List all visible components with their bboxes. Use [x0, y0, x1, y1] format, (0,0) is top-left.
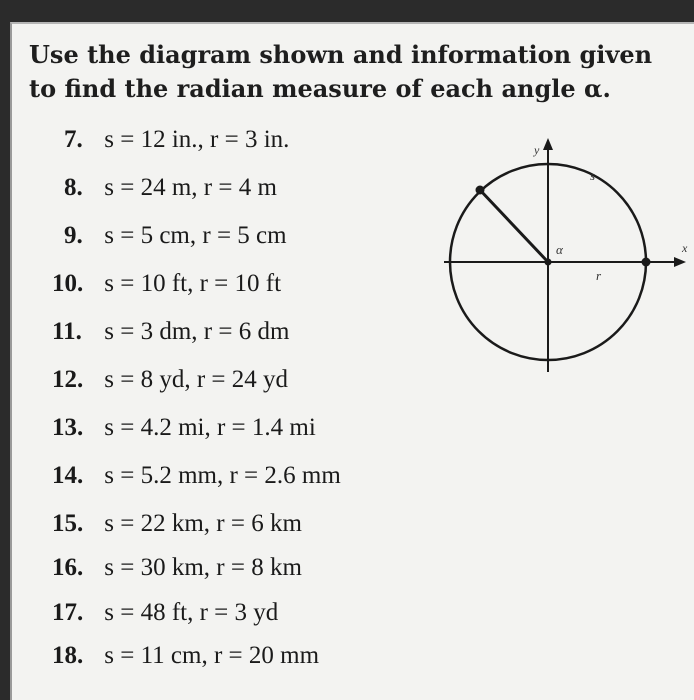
problem-number: 14. — [52, 462, 84, 489]
terminal-radius-line — [480, 190, 548, 262]
problem-13 — [52, 414, 316, 442]
problem-text: s = 22 km, r = 6 km — [104, 510, 302, 537]
problem-text: s = 24 m, r = 4 m — [104, 174, 277, 201]
problem-15 — [52, 510, 302, 538]
problem-8 — [64, 174, 277, 202]
problem-text: s = 12 in., r = 3 in. — [104, 126, 290, 153]
problem-number: 12. — [52, 366, 84, 393]
problem-10 — [52, 270, 281, 298]
problem-number: 7. — [64, 126, 83, 153]
arc-label: s — [590, 168, 596, 183]
problem-text: s = 5 cm, r = 5 cm — [104, 222, 287, 249]
problem-16 — [52, 554, 302, 582]
problem-14 — [52, 462, 341, 490]
instructions-text: Use the diagram shown and information given to find the radian measure of each angle α. — [29, 40, 653, 103]
arc-endpoint-dot — [476, 186, 485, 195]
angle-label: α — [556, 242, 563, 257]
y-axis-arrow-icon — [543, 138, 553, 150]
problem-text: s = 4.2 mi, r = 1.4 mi — [104, 414, 316, 441]
problem-17 — [52, 599, 278, 627]
y-axis-label: y — [534, 143, 540, 157]
problem-text: s = 3 dm, r = 6 dm — [104, 318, 290, 345]
x-axis-label: x — [682, 241, 688, 255]
x-axis-arrow-icon — [674, 257, 686, 267]
problem-number: 18. — [52, 642, 84, 669]
center-dot — [545, 259, 552, 266]
problem-text: s = 30 km, r = 8 km — [104, 554, 302, 581]
problem-number: 11. — [52, 318, 82, 345]
radius-label: r — [596, 268, 602, 283]
problem-text: s = 10 ft, r = 10 ft — [104, 270, 282, 297]
problem-11 — [52, 318, 289, 346]
problem-12 — [52, 366, 288, 394]
worksheet-page — [10, 22, 694, 700]
problem-number: 10. — [52, 270, 84, 297]
problem-7 — [64, 126, 289, 154]
problem-text: s = 48 ft, r = 3 yd — [104, 599, 279, 626]
problem-number: 15. — [52, 510, 84, 537]
problem-text: s = 5.2 mm, r = 2.6 mm — [104, 462, 341, 489]
problem-9 — [64, 222, 287, 250]
problem-text: s = 8 yd, r = 24 yd — [104, 366, 289, 393]
problem-number: 17. — [52, 599, 84, 626]
problem-18 — [52, 642, 319, 670]
problem-number: 13. — [52, 414, 84, 441]
initial-point-dot — [642, 258, 651, 267]
problem-number: 9. — [64, 222, 83, 249]
problem-number: 8. — [64, 174, 83, 201]
unit-circle-diagram — [440, 134, 694, 382]
problem-number: 16. — [52, 554, 84, 581]
problem-text: s = 11 cm, r = 20 mm — [104, 642, 320, 669]
